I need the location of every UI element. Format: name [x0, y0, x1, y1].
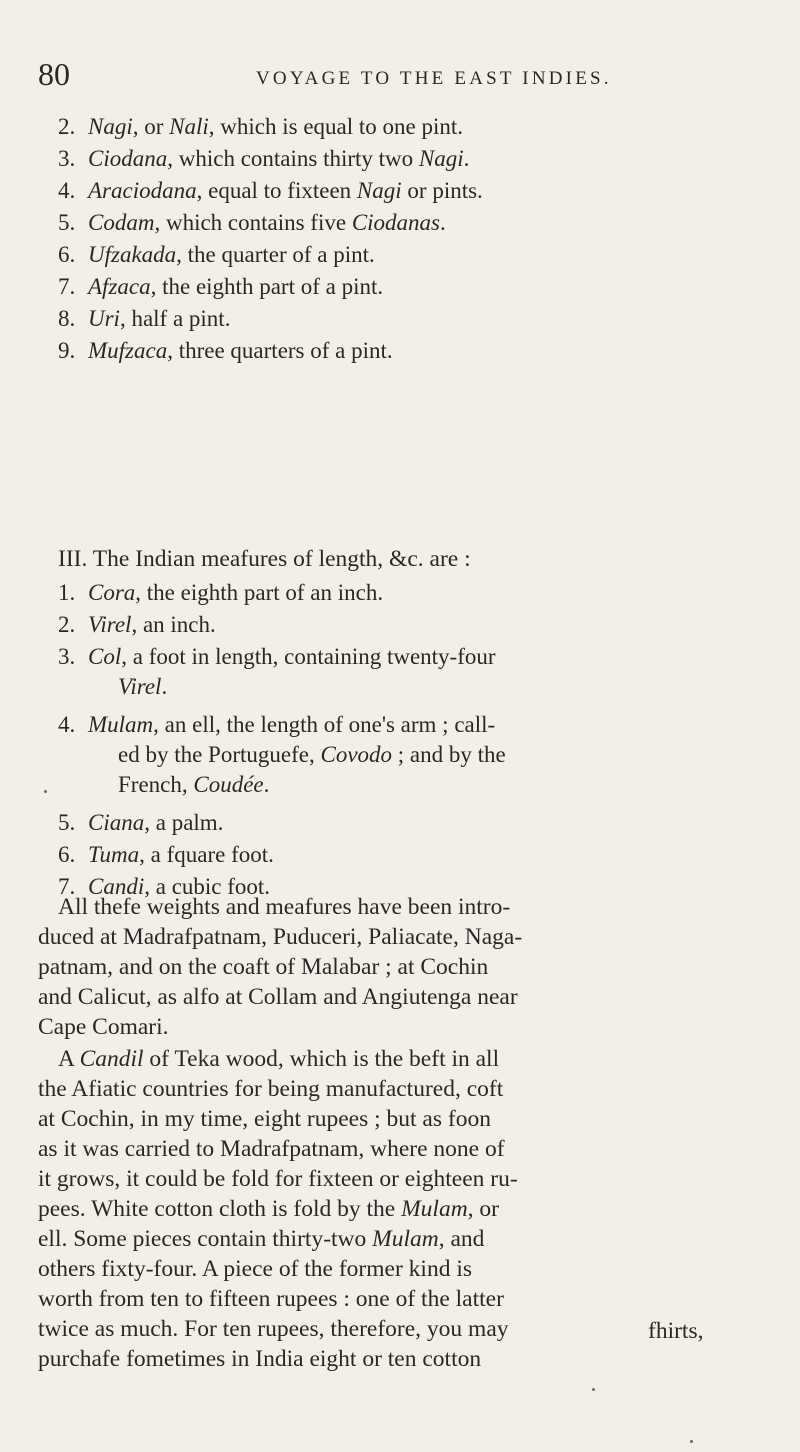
list-item: 5. Ciana, a palm. [58, 810, 224, 835]
ink-speck [690, 1440, 693, 1443]
list-item: 2. Virel, an inch. [58, 612, 216, 637]
list-item: 5. Codam, which contains five Ciodanas. [58, 210, 446, 235]
list-item-continuation: ed by the Portuguefe, Covodo ; and by the [118, 742, 506, 767]
list-item: 6. Tuma, a fquare foot. [58, 842, 274, 867]
ink-speck [592, 1388, 595, 1391]
list-item: 9. Mufzaca, three quarters of a pint. [58, 338, 393, 363]
page-number: 80 [38, 56, 70, 92]
paragraph-prices: A Candil of Teka wood, which is the beft in all the Afiatic countries for being manufactured, coft at Cochin, in my time, eight rupees ; but as foon as it was carried to Madrafpatnam, where none of it grows, it could be fold for fixteen or eighteen ru- pees. White cotton cloth is fold by the Mulam, or ell. Some pieces contain thirty-two Mulam, and others fixty-four. A piece of the former kind is worth from ten to fifteen rupees : one of the latter twice as much. For ten rupees, therefore, you may purchafe fometimes in India eight or ten cotton [38, 1046, 518, 1372]
running-head: VOYAGE TO THE EAST INDIES. [256, 68, 612, 89]
list-item: 7. Afzaca, the eighth part of a pint. [58, 274, 384, 299]
liquid-measures-list [58, 112, 778, 366]
paragraph-introduction: All thefe weights and meafures have been intro- duced at Madrafpatnam, Puduceri, Paliacate, Naga- patnam, and on the coaft of Malabar ; at Cochin and Calicut, as alfo at Collam and Angiutenga near Cape Comari. [38, 894, 523, 1040]
list-item-continuation: Virel. [118, 674, 168, 699]
length-measures-list [58, 578, 778, 902]
list-item: 4. Araciodana, equal to fixteen Nagi or pints. [58, 178, 483, 203]
list-item: 1. Cora, the eighth part of an inch. [58, 580, 384, 605]
list-item: 6. Ufzakada, the quarter of a pint. [58, 242, 375, 267]
ink-speck [44, 790, 47, 793]
list-item: 3. Col, a foot in length, containing twenty-four Virel. [58, 642, 778, 702]
list-item: 4. Mulam, an ell, the length of one's arm ; call- ed by the Portuguefe, Covodo ; and by the French, Coudée. [58, 710, 778, 800]
list-item: 3. Ciodana, which contains thirty two Nagi. [58, 146, 470, 171]
list-item-continuation: French, Coudée. [118, 772, 270, 797]
page-header [38, 56, 758, 104]
list-item: 8. Uri, half a pint. [58, 306, 231, 331]
catchword: fhirts, [648, 1318, 704, 1344]
list-item: 2. Nagi, or Nali, which is equal to one pint. [58, 114, 464, 139]
section-heading: III. The Indian meafures of length, &c. are : [58, 546, 471, 572]
list-item: 7. Candi, a cubic foot. [58, 874, 271, 899]
